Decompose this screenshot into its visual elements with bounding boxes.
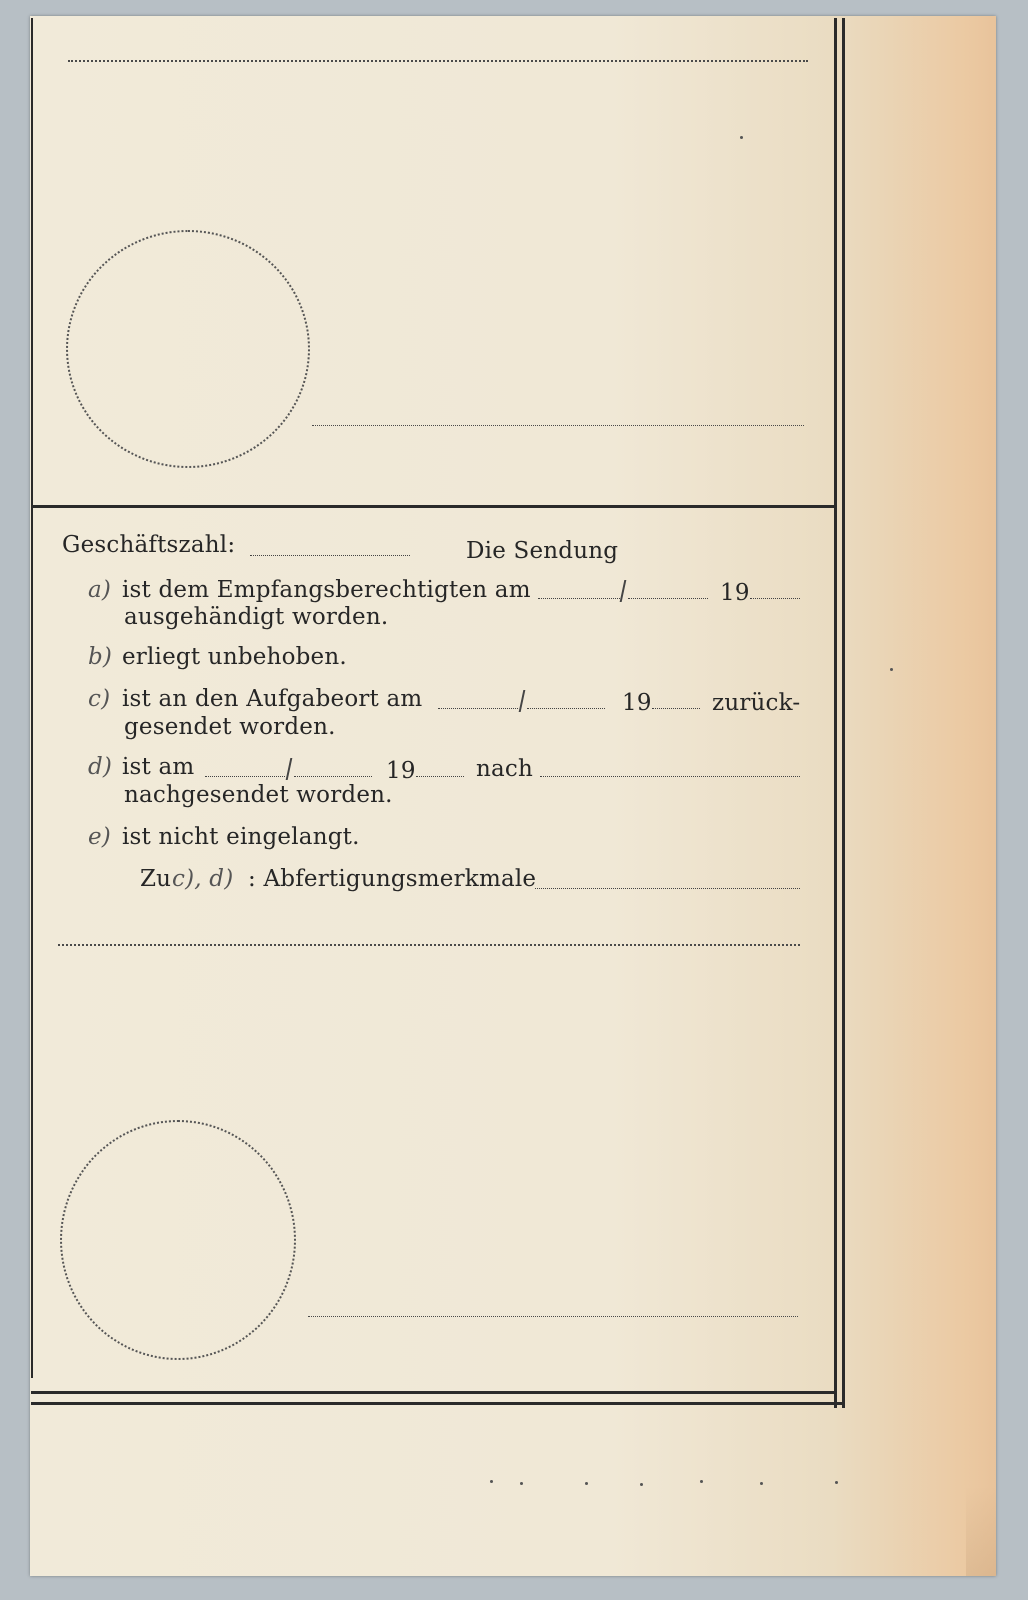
paper-speck xyxy=(890,668,893,671)
item-c-month-field[interactable] xyxy=(527,708,605,709)
item-a-year-field[interactable] xyxy=(750,598,800,599)
item-d-month-field[interactable] xyxy=(294,776,372,777)
item-a-marker: a) xyxy=(88,577,112,603)
paper-speck xyxy=(520,1482,523,1485)
item-c-text-2: gesendet worden. xyxy=(124,714,336,740)
paper-speck xyxy=(585,1482,588,1485)
frame-left-line xyxy=(31,18,33,1378)
zu-refs: c), d) xyxy=(172,866,234,892)
paper-edge-shade xyxy=(966,1486,996,1576)
item-c-year-field[interactable] xyxy=(652,708,700,709)
item-d-year-field[interactable] xyxy=(416,776,464,777)
item-a-month-field[interactable] xyxy=(628,598,708,599)
stamp-circle-top xyxy=(66,230,310,468)
item-d-year-prefix: 19 xyxy=(386,758,416,784)
top-address-line[interactable] xyxy=(68,60,808,62)
zu-prefix: Zu xyxy=(140,866,172,892)
item-e-text: ist nicht eingelangt. xyxy=(122,824,360,850)
paper-speck xyxy=(640,1483,643,1486)
item-d-marker: d) xyxy=(88,754,113,780)
item-e-marker: e) xyxy=(88,824,111,850)
paper-speck xyxy=(700,1480,703,1483)
item-d-text: ist am xyxy=(122,754,195,780)
item-a-text: ist dem Empfangsberechtigten am xyxy=(122,577,531,603)
item-c-marker: c) xyxy=(88,686,111,712)
signature-line-bottom[interactable] xyxy=(308,1316,798,1317)
item-d-destination-field[interactable] xyxy=(540,776,800,777)
lower-address-line[interactable] xyxy=(58,944,800,946)
item-c-year-prefix: 19 xyxy=(622,690,652,716)
stamp-circle-bottom xyxy=(60,1120,296,1360)
frame-bottom-outer-line xyxy=(31,1402,845,1405)
item-a-year-prefix: 19 xyxy=(720,580,750,606)
signature-line-top[interactable] xyxy=(312,425,804,426)
geschaeftszahl-label: Geschäftszahl: xyxy=(62,532,236,558)
item-d-text-2: nachgesendet worden. xyxy=(124,782,393,808)
sendung-heading: Die Sendung xyxy=(466,538,619,564)
paper-speck xyxy=(835,1481,838,1484)
item-d-nach: nach xyxy=(476,756,534,782)
frame-bottom-inner-line xyxy=(31,1391,837,1394)
item-a-text-2: ausgehändigt worden. xyxy=(124,604,389,630)
section-divider-line xyxy=(31,505,836,508)
item-b-text: erliegt unbehoben. xyxy=(122,644,347,670)
paper-speck xyxy=(740,136,743,139)
paper-speck xyxy=(760,1482,763,1485)
item-c-text: ist an den Aufgabeort am xyxy=(122,686,423,712)
item-b-marker: b) xyxy=(88,644,113,670)
abfertigungsmerkmale-field[interactable] xyxy=(535,888,800,889)
item-c-tail: zurück- xyxy=(712,690,801,716)
geschaeftszahl-field[interactable] xyxy=(250,555,410,556)
frame-right-outer-line xyxy=(842,18,845,1408)
item-d-day-field[interactable] xyxy=(205,776,285,777)
item-a-day-field[interactable] xyxy=(538,598,620,599)
item-c-day-field[interactable] xyxy=(438,708,518,709)
paper-speck xyxy=(490,1480,493,1483)
abfertigungsmerkmale-label: : Abfertigungsmerkmale xyxy=(248,866,537,892)
frame-right-inner-line xyxy=(834,18,837,1408)
